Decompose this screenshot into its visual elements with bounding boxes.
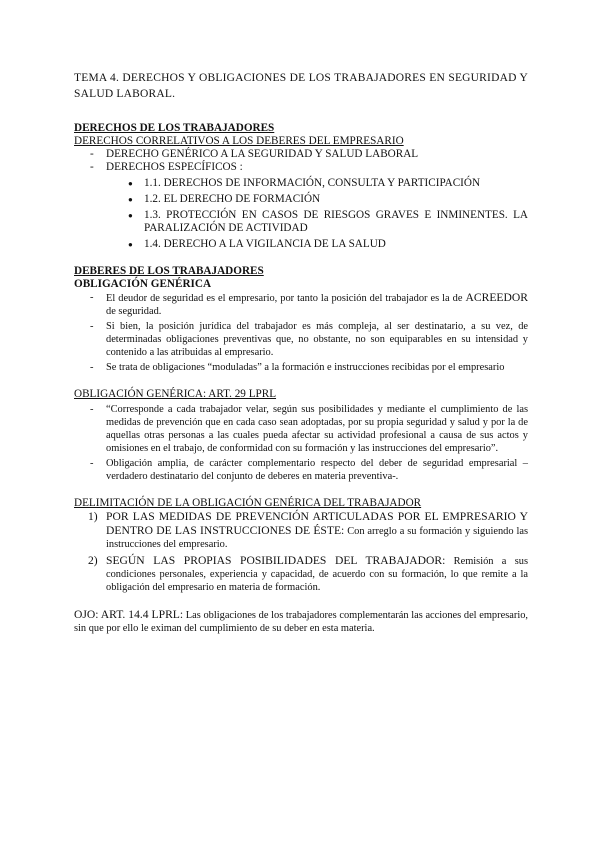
- ojo-text: Las obligaciones de los trabajadores complementarán las acciones del empresario, sin que por ello le eximan del cumplimiento de su deber en esta materia.: [74, 610, 528, 634]
- list-item: ● 1.3. PROTECCIÓN EN CASOS DE RIESGOS GRAVES E INMINENTES. LA PARALIZACIÓN DE ACTIVIDAD: [74, 209, 528, 235]
- ojo-lead: OJO: ART. 14.4 LPRL:: [74, 608, 184, 621]
- art29-heading: OBLIGACIÓN GENÉRICA: ART. 29 LPRL: [74, 388, 277, 400]
- list-item: ● 1.2. EL DERECHO DE FORMACIÓN: [74, 193, 528, 206]
- list-item: - Si bien, la posición jurídica del trabajador es más compleja, al ser destinatario, a su vez, de determinadas obligaciones preventivas que, no obstante, no son equiparables en su intensidad y contenido a las atribuidas al empresario.: [74, 320, 528, 359]
- ojo-note: [74, 608, 528, 635]
- item-text: Con arreglo a su formación y siguiendo las instrucciones del empresario.: [106, 526, 528, 550]
- item-number: 2): [88, 554, 98, 567]
- art29-list: [74, 403, 528, 483]
- list-item: - DERECHO GENÉRICO A LA SEGURIDAD Y SALUD LABORAL: [74, 148, 528, 161]
- list-item: [74, 291, 528, 318]
- derechos-especificos-list: [74, 177, 528, 251]
- deberes-heading: DEBERES DE LOS TRABAJADORES: [74, 265, 264, 277]
- document-content: [74, 70, 528, 635]
- derechos-heading: DERECHOS DE LOS TRABAJADORES: [74, 122, 275, 134]
- deberes-subheading: OBLIGACIÓN GENÉRICA: [74, 278, 212, 290]
- list-item: [74, 554, 528, 594]
- item-text: El deudor de seguridad es el empresario, por tanto la posición del trabajador es la de: [106, 293, 463, 304]
- list-item: ● 1.4. DERECHO A LA VIGILANCIA DE LA SALUD: [74, 238, 528, 251]
- list-item: - Obligación amplia, de carácter complementario respecto del deber de seguridad empresarial –verdadero destinatario del conjunto de deberes en materia preventiva-.: [74, 457, 528, 483]
- list-item: ● 1.1. DERECHOS DE INFORMACIÓN, CONSULTA Y PARTICIPACIÓN: [74, 177, 528, 190]
- list-item: - “Corresponde a cada trabajador velar, según sus posibilidades y mediante el cumplimiento de las medidas de prevención que en cada caso sean adoptadas, por su propia seguridad y salud y por la de aquellas otras personas a las cuales pueda afectar su actividad profesional a causa de sus actos y omisiones en el trabajo, de conformidad con su formación y las instrucciones del empresario”.: [74, 403, 528, 455]
- item-lead: ACREEDOR: [465, 291, 528, 304]
- delimitacion-list: [74, 510, 528, 594]
- item-number: 1): [88, 510, 98, 523]
- list-item: [74, 510, 528, 551]
- item-lead: SEGÚN LAS PROPIAS POSIBILIDADES DEL TRABAJADOR:: [106, 554, 446, 567]
- document-title: TEMA 4. DERECHOS Y OBLIGACIONES DE LOS TRABAJADORES EN SEGURIDAD Y SALUD LABORAL.: [74, 72, 528, 100]
- delimitacion-heading: DELIMITACIÓN DE LA OBLIGACIÓN GENÉRICA DEL TRABAJADOR: [74, 497, 422, 509]
- derechos-subheading: DERECHOS CORRELATIVOS A LOS DEBERES DEL EMPRESARIO: [74, 135, 404, 147]
- list-item: - Se trata de obligaciones “moduladas” a la formación e instrucciones recibidas por el empresario: [74, 361, 528, 374]
- item-lead: POR LAS MEDIDAS DE PREVENCIÓN ARTICULADAS POR EL EMPRESARIO Y DENTRO DE LAS INSTRUCCIONES DE ÉSTE:: [106, 510, 528, 537]
- deberes-list: [74, 291, 528, 374]
- item-text: Remisión a sus condiciones personales, experiencia y capacidad, de acuerdo con su formación, lo que remite a la obligación del empresario en materia de formación.: [106, 556, 528, 593]
- list-item: - DERECHOS ESPECÍFICOS :: [74, 161, 528, 174]
- derechos-list: [74, 148, 528, 174]
- item-tail: de seguridad.: [106, 306, 162, 317]
